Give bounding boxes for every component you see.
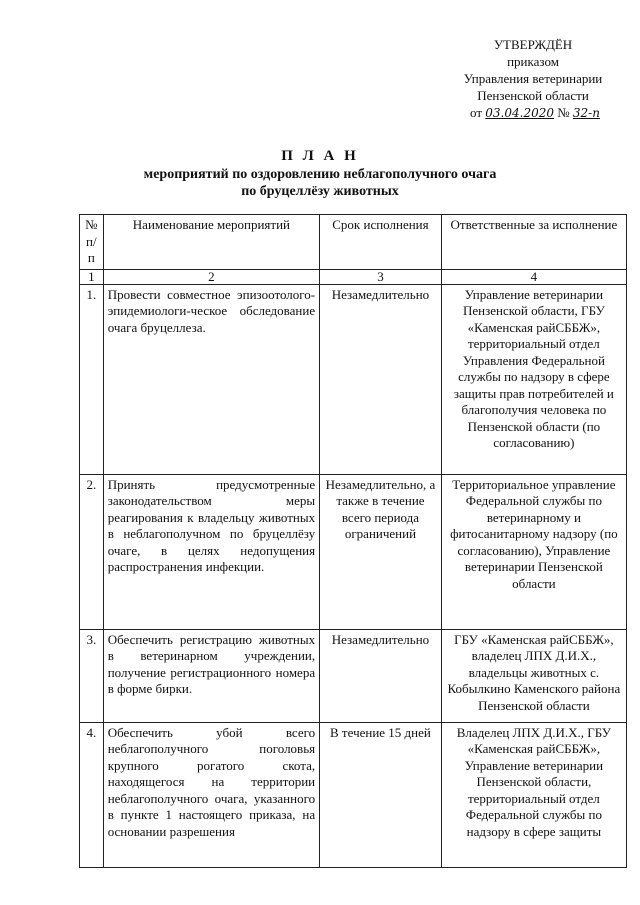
row-term: Незамедлительно, а также в течение всего периода ограничений [320,474,442,629]
title-line-3: по бруцеллёзу животных [241,184,399,199]
column-number-row [80,269,627,284]
approval-authority: Управления ветеринарии [463,71,603,86]
row-responsible: Владелец ЛПХ Д.И.Х., ГБУ «Каменская райСББЖ», Управление ветеринарии Пензенской области, территориальный отдел Федеральной службы по надзору в сфере защиты [441,722,626,867]
approval-order: приказом [507,54,559,69]
header-term: Срок исполнения [320,215,442,270]
table-row [80,284,627,474]
approval-stamp [438,36,628,122]
table-row [80,722,627,867]
plan-table [79,214,627,868]
row-responsible: Территориальное управление Федеральной службы по ветеринарному и фитосанитарному надзору (по согласованию), Управление ветеринарии Пензенской области [441,474,626,629]
number-prefix: № [557,105,570,120]
table-row [80,474,627,629]
approval-title: УТВЕРЖДЁН [493,37,573,52]
table-row [80,629,627,722]
column-number: 4 [441,269,626,284]
column-number: 1 [80,269,104,284]
row-number: 3. [80,629,104,722]
row-action: Провести совместное эпизоотолого-эпидемиологи-ческое обследование очага бруцеллеза. [103,284,319,474]
header-number: № п/п [80,215,104,270]
row-action: Принять предусмотренные законодательством меры реагирования к владельцу животных в неблагополучном по бруцеллёзу очаге, в целях недопущения распространения инфекции. [103,474,319,629]
document-title [0,146,640,200]
approval-region: Пензенской области [477,88,589,103]
row-term: Незамедлительно [320,284,442,474]
approval-date: 03.04.2020 [485,106,554,120]
column-number: 3 [320,269,442,284]
row-number: 2. [80,474,104,629]
approval-number: 32-п [572,106,600,120]
header-responsible: Ответственные за исполнение [441,215,626,270]
row-action: Обеспечить регистрацию животных в ветеринарном учреждении, получение регистрационного номера в форме бирки. [103,629,319,722]
row-responsible: Управление ветеринарии Пензенской области, ГБУ «Каменская райСББЖ», территориальный отдел Управления Федеральной службы по надзору в сфере защиты прав потребителей и благополучия человека по Пензенской области (по согласованию) [441,284,626,474]
row-term: В течение 15 дней [320,722,442,867]
header-action: Наименование мероприятий [103,215,319,270]
row-number: 1. [80,284,104,474]
row-action: Обеспечить убой всего неблагополучного поголовья крупного рогатого скота, находящегося на территории неблагополучного очага, указанного в пункте 1 настоящего приказа, на основании разрешения [103,722,319,867]
approval-date-line [440,104,630,122]
title-line-2: мероприятий по оздоровлению неблагополучного очага [143,167,497,182]
title-heading: П Л А Н [281,148,359,164]
row-number: 4. [80,722,104,867]
date-prefix: от [470,105,483,120]
table-header-row [80,215,627,270]
row-term: Незамедлительно [320,629,442,722]
column-number: 2 [103,269,319,284]
row-responsible: ГБУ «Каменская райСББЖ», владелец ЛПХ Д.И.Х., владельцы животных с. Кобылкино Каменского района Пензенской области [441,629,626,722]
